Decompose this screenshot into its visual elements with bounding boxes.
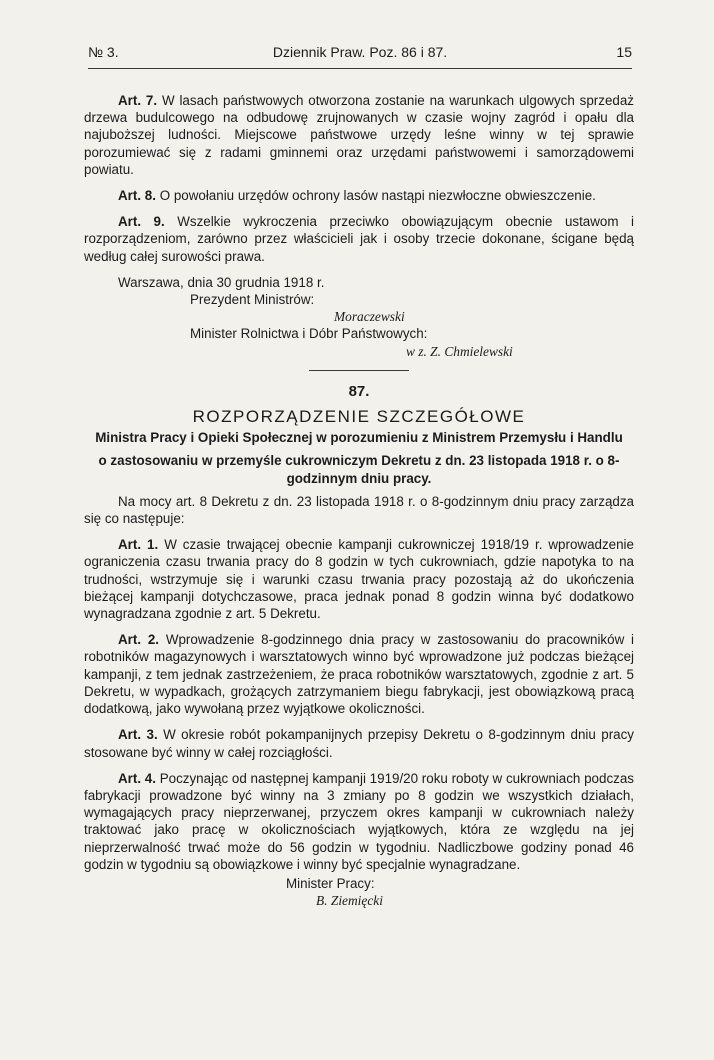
article-label: Art. 1. <box>118 537 159 553</box>
signatory-role: Prezydent Ministrów: <box>190 292 315 308</box>
page-number: 15 <box>616 44 632 60</box>
article-4 <box>84 770 634 873</box>
article-text: Wszelkie wykroczenia przeciwko obowiązującym obecnie ustawom i rozporządzeniom, zarówno przez właścicieli jak i osoby trzecie dokonane, ścigane będą według całej surowości prawa. <box>84 214 634 264</box>
article-label: Art. 2. <box>118 632 160 648</box>
signatory-name: B. Ziemięcki <box>316 893 383 909</box>
signatory-role: Minister Pracy: <box>286 875 375 891</box>
article-label: Art. 4. <box>118 770 156 786</box>
article-3 <box>84 726 634 760</box>
article-text: Poczynając od następnej kampanji 1919/20 roku roboty w cukrowniach podczas fabrykacji prowadzone być winny na 3 zmiany po 8 godzin we wszystkich działach, wymagających pracy nieprzerwanej, przyczem okres kampanji w cukrowniach należy traktować jako pracę w okolicznościach wyjątkowych, która ze względu na jej nieprzerwalność trwać może do 56 godzin w tygodniu. Nadliczbowe godziny ponad 46 godzin w tygodniu są obowiązkowe i winny być specjalnie wynagradzane. <box>84 770 634 872</box>
issue-number: № 3. <box>88 44 119 60</box>
article-text: W czasie trwającej obecnie kampanji cukrowniczej 1918/19 r. wprowadzenie ograniczenia czasu trwania pracy do 8 godzin w tych cukrowniach, gdzie napotyka to na trudności, wstrzymuje się i warunki czasu trwania pracy pozostają aż do ukończenia bieżącej kampanji dotychczasowe, praca jednak ponad 8 godzin winna być dodatkowo wynagradzana zgodnie z art. 5 Dekretu. <box>84 537 634 622</box>
signatory-name: Moraczewski <box>334 309 405 325</box>
article-label: Art. 9. <box>118 214 165 230</box>
article-label: Art. 3. <box>118 727 158 743</box>
article-text: Wprowadzenie 8-godzinnego dnia pracy w zastosowaniu do pracowników i robotników magazynowych i warsztatowych winno być wprowadzone już podczas bieżącej kampanji, z tem jednak zastrzeżeniem, że praca robotników warsztatowych, zgodnie z art. 5 Dekretu, w wypadkach, grożących zatrzymaniem biegu fabrykacji, jest obowiązkową pracą dodatkową, jako wywołaną przez wyjątkowe okoliczności. <box>84 632 635 717</box>
decree-title: ROZPORZĄDZENIE SZCZEGÓŁOWE <box>192 407 526 427</box>
article-9 <box>84 213 634 265</box>
page-header <box>88 44 632 69</box>
journal-title: Dziennik Praw. Poz. 86 i 87. <box>272 44 448 60</box>
article-label: Art. 8. <box>118 188 156 204</box>
section-divider <box>309 370 409 371</box>
decree-subject: o zastosowaniu w przemyśle cukrowniczym Dekretu z dn. 23 listopada 1918 r. o 8-godzinnym dniu pracy. <box>98 453 620 486</box>
signatory-name: w z. Z. Chmielewski <box>406 343 513 359</box>
place-date: Warszawa, dnia 30 grudnia 1918 r. <box>118 274 325 290</box>
article-text: W lasach państwowych otworzona zostanie na warunkach ulgowych sprzedaż drzewa budulcowego na odbudowę zrujnowanych w czasie wojny zagród i opału dla najuboższej ludności. Miejscowe państwowe urzędy leśne winny w tej sprawie porozumiewać się z radami gminnemi oraz urzędami państwowemi i samorządowemi powiatu. <box>84 93 634 177</box>
article-1 <box>84 536 634 622</box>
article-text: W okresie robót pokampanijnych przepisy Dekretu o 8-godzinnym dniu pracy stosowane być winny w całej rozciągłości. <box>84 727 634 760</box>
article-2 <box>84 631 634 717</box>
article-8 <box>84 187 634 204</box>
preamble: Na mocy art. 8 Dekretu z dn. 23 listopada 1918 r. o 8-godzinnym dniu pracy zarządza się co następuje: <box>84 493 634 527</box>
article-text: O powołaniu urzędów ochrony lasów nastąpi niezwłoczne obwieszczenie. <box>159 188 596 204</box>
page-content <box>84 92 634 909</box>
signatory-role: Minister Rolnictwa i Dóbr Państwowych: <box>190 326 428 342</box>
article-7 <box>84 92 634 178</box>
decree-number: 87. <box>348 382 370 400</box>
article-label: Art. 7. <box>118 93 158 108</box>
decree-subtitle: Ministra Pracy i Opieki Społecznej w porozumieniu z Ministrem Przemysłu i Handlu <box>95 430 623 446</box>
